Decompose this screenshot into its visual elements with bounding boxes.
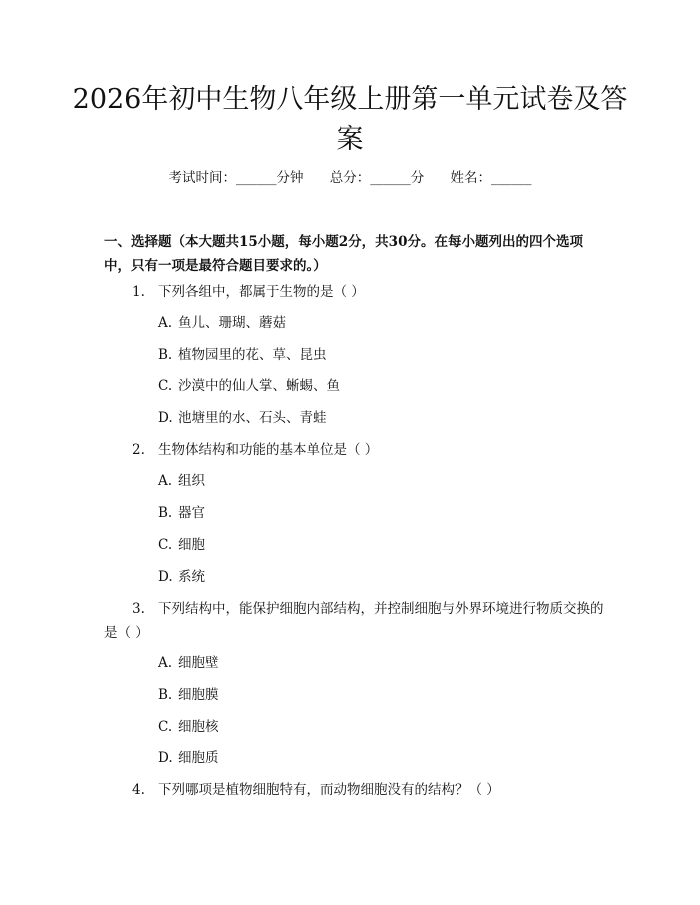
option-letter: A. [158,655,173,671]
student-name-field: 姓名：______ [450,170,532,186]
option-letter: D. [158,410,173,426]
option-letter: A. [158,315,173,331]
question-3-stem [104,597,604,645]
option-text: 细胞质 [178,750,219,766]
question-number: 2. [132,442,145,458]
option-b [158,501,205,525]
question-text: 下列哪项是植物细胞特有，而动物细胞没有的结构？（ ） [158,782,500,798]
question-number: 1. [132,284,145,300]
option-text: 沙漠中的仙人掌、蜥蜴、鱼 [178,378,340,394]
option-a [158,651,219,675]
option-letter: A. [158,473,173,489]
option-c [158,374,340,398]
option-letter: C. [158,378,173,394]
option-text: 细胞核 [178,719,219,735]
option-text: 细胞 [178,537,205,553]
question-text: 下列结构中，能保护细胞内部结构，并控制细胞与外界环境进行物质交换的是（ ） [104,601,604,641]
total-score-field: 总分：______分 [329,170,425,186]
option-text: 系统 [178,569,205,585]
option-text: 植物园里的花、草、昆虫 [178,347,327,363]
option-b [158,343,327,367]
option-letter: B. [158,347,173,363]
question-text: 生物体结构和功能的基本单位是（ ） [158,442,379,458]
option-c [158,533,205,557]
option-d [158,406,327,430]
option-letter: C. [158,719,173,735]
exam-title: 2026年初中生物八年级上册第一单元试卷及答案 [72,84,628,155]
exam-info-line [0,168,700,188]
option-letter: B. [158,505,173,521]
section-heading: 一、选择题（本大题共15小题，每小题2分，共30分。在每小题列出的四个选项中，只有一项是最符合题目要求的。） [104,234,583,274]
option-text: 鱼儿、珊瑚、蘑菇 [178,315,286,331]
option-d [158,746,219,770]
option-text: 细胞壁 [178,655,219,671]
option-d [158,565,205,589]
option-a [158,469,205,493]
exam-time-field: 考试时间：______分钟 [168,170,304,186]
option-text: 细胞膜 [178,687,219,703]
question-text: 下列各组中，都属于生物的是（ ） [158,284,365,300]
option-letter: C. [158,537,173,553]
option-text: 池塘里的水、石头、青蛙 [178,410,327,426]
option-text: 器官 [178,505,205,521]
question-number: 3. [132,601,145,617]
option-a [158,311,286,335]
option-c [158,715,219,739]
option-letter: D. [158,569,173,585]
option-b [158,683,219,707]
question-number: 4. [132,782,145,798]
option-letter: B. [158,687,173,703]
option-letter: D. [158,750,173,766]
option-text: 组织 [178,473,205,489]
